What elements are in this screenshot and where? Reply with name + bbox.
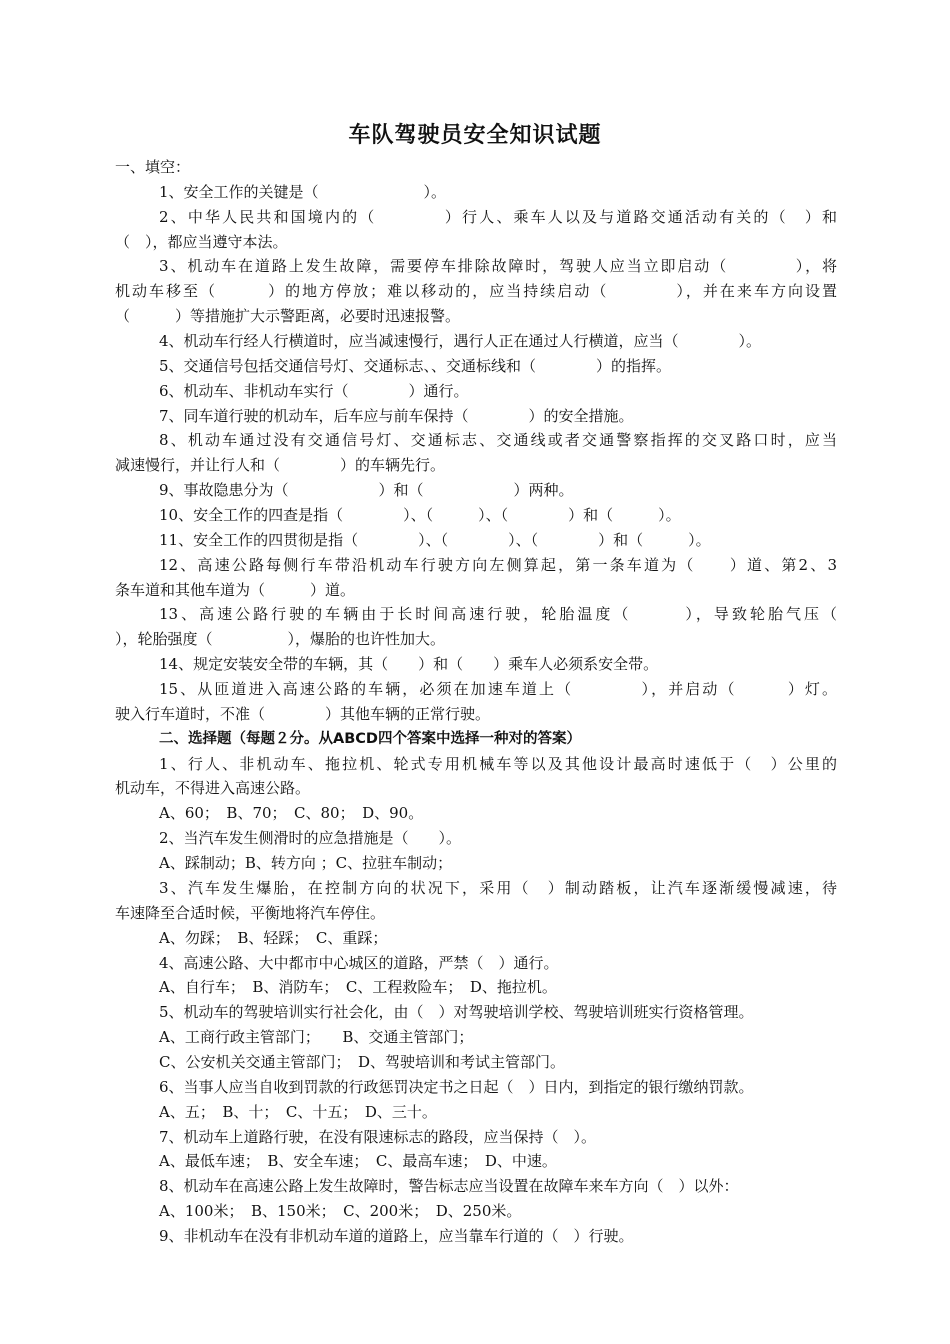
text-line: 7、同车道行驶的机动车，后车应与前车保持（ ）的安全措施。 bbox=[159, 406, 634, 425]
text-line: 车速降至合适时候，平衡地将汽车停住。 bbox=[115, 903, 386, 922]
section-heading: 二、选择题（每题２分。从ABCD四个答案中选择一种对的答案） bbox=[159, 730, 581, 747]
text-line: 15、从匝道进入高速公路的车辆，必须在加速车道上（ ），并启动（ ）灯。 bbox=[159, 680, 837, 699]
text-line: 8、机动车通过没有交通信号灯、交通标志、交通线或者交通警察指挥的交叉路口时，应当 bbox=[159, 431, 837, 450]
text-line: 10、安全工作的四查是指（ ）、（ ）、（ ）和（ ）。 bbox=[159, 506, 681, 525]
text-line: （ ）等措施扩大示警距离，必要时迅速报警。 bbox=[115, 307, 461, 326]
text-line: 8、机动车在高速公路上发生故障时，警告标志应当设置在故障车来车方向（ ）以外： bbox=[159, 1177, 739, 1196]
text-line: 机动车，不得进入高速公路。 bbox=[115, 779, 311, 798]
text-line: 11、安全工作的四贯彻是指（ ）、（ ）、（ ）和（ ）。 bbox=[159, 530, 711, 549]
text-line: 2、中华人民共和国境内的（ ）行人、乘车人以及与道路交通活动有关的（ ）和 bbox=[159, 207, 837, 226]
text-line: 14、规定安装安全带的车辆，其（ ）和（ ）乘车人必须系安全带。 bbox=[159, 655, 659, 674]
text-line: 条车道和其他车道为（ ）道。 bbox=[115, 580, 356, 599]
text-line: A、100米； B、150米； C、200米； D、250米。 bbox=[159, 1202, 522, 1221]
text-line: （ ），都应当遵守本法。 bbox=[115, 232, 288, 251]
text-line: 12、高速公路每侧行车带沿机动车行驶方向左侧算起，第一条车道为（ ）道、第2、3 bbox=[159, 555, 837, 574]
text-line: 1、行人、非机动车、拖拉机、轮式专用机械车等以及其他设计最高时速低于（ ）公里的 bbox=[159, 754, 837, 773]
text-line: 一、填空： bbox=[115, 158, 191, 176]
text-line: 6、当事人应当自收到罚款的行政惩罚决定书之日起（ ）日内，到指定的银行缴纳罚款。 bbox=[159, 1077, 754, 1096]
text-line: C、公安机关交通主管部门； D、驾驶培训和考试主管部门。 bbox=[159, 1052, 566, 1071]
text-line: 3、汽车发生爆胎，在控制方向的状况下，采用（ ）制动踏板，让汽车逐渐缓慢减速，待 bbox=[159, 878, 837, 897]
text-line: 1、安全工作的关键是（ ）。 bbox=[159, 182, 447, 201]
text-line: 5、机动车的驾驶培训实行社会化，由（ ）对驾驶培训学校、驾驶培训班实行资格管理。 bbox=[159, 1003, 754, 1022]
document-title: 车队驾驶员安全知识试题 bbox=[348, 123, 602, 148]
text-line: 驶入行车道时，不准（ ）其他车辆的正常行驶。 bbox=[115, 704, 491, 723]
text-line: A、五； B、十； C、十五； D、三十。 bbox=[159, 1102, 437, 1121]
document-body bbox=[115, 155, 837, 1249]
text-line: 13、高速公路行驶的车辆由于长时间高速行驶，轮胎温度（ ），导致轮胎气压（ bbox=[159, 605, 837, 624]
text-line: 机动车移至（ ）的地方停放；难以移动的，应当持续启动（ ），并在来车方向设置 bbox=[115, 282, 837, 301]
text-line: 减速慢行，并让行人和（ ）的车辆先行。 bbox=[115, 456, 446, 475]
text-line: A、工商行政主管部门； B、交通主管部门； bbox=[159, 1028, 474, 1047]
text-line: 5、交通信号包括交通信号灯、交通标志、、交通标线和（ ）的指挥。 bbox=[159, 356, 672, 375]
text-line: 4、机动车行经人行横道时，应当减速慢行，遇行人正在通过人行横道，应当（ ）。 bbox=[159, 332, 762, 351]
text-line: A、勿踩； B、轻踩； C、重踩； bbox=[159, 928, 388, 947]
text-line: 9、事故隐患分为（ ）和（ ）两种。 bbox=[159, 481, 574, 500]
text-line: A、最低车速； B、安全车速； C、最高车速； D、中速。 bbox=[159, 1152, 557, 1171]
text-line: 9、非机动车在没有非机动车道的道路上，应当靠车行道的（ ）行驶。 bbox=[159, 1226, 634, 1245]
text-line: 6、机动车、非机动车实行（ ）通行。 bbox=[159, 381, 469, 400]
text-line: 2、当汽车发生侧滑时的应急措施是（ ）。 bbox=[159, 829, 462, 848]
text-line: 3、机动车在道路上发生故障，需要停车排除故障时，驾驶人应当立即启动（ ），将 bbox=[159, 257, 837, 276]
text-line: A、60； B、70； C、80； D、90。 bbox=[159, 804, 424, 823]
text-line: ），轮胎强度（ ），爆胎的也许性加大。 bbox=[115, 630, 446, 649]
text-line: A、自行车； B、消防车； C、工程救险车； D、拖拉机。 bbox=[159, 978, 557, 997]
text-line: 7、机动车上道路行驶，在没有限速标志的路段，应当保持（ ）。 bbox=[159, 1127, 597, 1146]
text-line: A、踩制动；B、转方向 ；C、拉驻车制动； bbox=[159, 854, 453, 873]
text-line: 4、高速公路、大中都市中心城区的道路，严禁（ ）通行。 bbox=[159, 953, 559, 972]
